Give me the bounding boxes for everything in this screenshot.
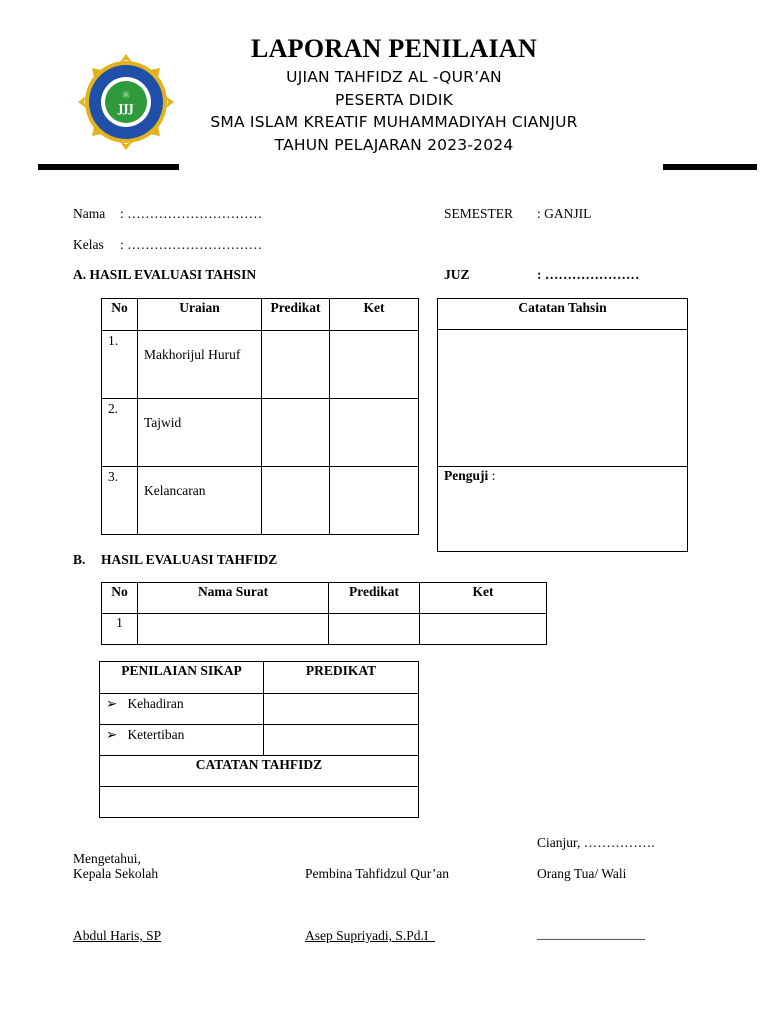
th-predikat: PREDIKAT [264, 662, 419, 694]
kelas-field[interactable]: : ………………………… [120, 237, 263, 252]
predikat-cell[interactable] [329, 614, 420, 645]
th-penilaian-sikap: PENILAIAN SIKAP [100, 662, 264, 694]
th-predikat: Predikat [262, 299, 330, 331]
table-row [102, 467, 419, 535]
kepala-sekolah-label: Kepala Sekolah [73, 866, 159, 881]
catatan-tahfidz-field[interactable] [100, 787, 419, 818]
row-number: 3. [102, 467, 138, 535]
uraian-label: Kelancaran [144, 483, 206, 498]
section-b-letter: B. [73, 552, 86, 567]
pembina-label: Pembina Tahfidzul Qur’an [305, 866, 450, 881]
sikap-item-label: Ketertiban [127, 727, 185, 742]
predikat-cell[interactable] [264, 694, 419, 725]
table-row [102, 399, 419, 467]
subtitle-line-4: TAHUN PELAJARAN 2023-2024 [274, 136, 514, 154]
header-rule-left [38, 164, 179, 170]
ket-cell[interactable] [330, 467, 419, 535]
table-row [102, 614, 547, 645]
arrow-bullet-icon: ➢ [106, 727, 118, 742]
tahfidz-table [101, 582, 547, 645]
sikap-item-label: Kehadiran [127, 696, 184, 711]
predikat-cell[interactable] [262, 467, 330, 535]
nama-field[interactable]: : ………………………… [120, 206, 263, 221]
section-a-heading: A. HASIL EVALUASI TAHSIN [73, 267, 257, 282]
arrow-bullet-icon: ➢ [106, 696, 118, 711]
svg-text:JJJ: JJJ [118, 102, 134, 115]
sikap-item [100, 725, 264, 756]
row-number: 1 [102, 614, 138, 645]
kepala-sekolah-name: Abdul Haris, SP [73, 928, 162, 943]
semester-value: : GANJIL [537, 206, 592, 221]
penguji-colon: : [488, 468, 496, 483]
table-row [100, 725, 419, 756]
sikap-item [100, 694, 264, 725]
ket-cell[interactable] [420, 614, 547, 645]
nama-label: Nama [73, 206, 106, 221]
th-no: No [102, 299, 138, 331]
penguji-label: Penguji [444, 468, 489, 483]
th-uraian: Uraian [138, 299, 262, 331]
ket-cell[interactable] [330, 331, 419, 399]
juz-field[interactable]: : ………………… [537, 267, 640, 282]
catatan-tahsin-field[interactable] [438, 330, 688, 467]
juz-label: JUZ [444, 267, 470, 282]
ket-cell[interactable] [330, 399, 419, 467]
table-row [102, 331, 419, 399]
report-title: LAPORAN PENILAIAN [250, 34, 538, 63]
predikat-cell[interactable] [262, 399, 330, 467]
th-ket: Ket [420, 583, 547, 614]
catatan-tahsin-table [437, 298, 688, 552]
orang-tua-signature-line[interactable]: ________________ [537, 926, 645, 941]
th-ket: Ket [330, 299, 419, 331]
row-number: 2. [102, 399, 138, 467]
catatan-tahsin-header: Catatan Tahsin [438, 299, 688, 330]
orang-tua-label: Orang Tua/ Wali [537, 866, 627, 881]
nama-surat-cell[interactable] [138, 614, 329, 645]
uraian-label: Tajwid [144, 415, 182, 430]
th-no: No [102, 583, 138, 614]
subtitle-line-2: PESERTA DIDIK [335, 91, 453, 109]
subtitle-line-3: SMA ISLAM KREATIF MUHAMMADIYAH CIANJUR [210, 113, 578, 131]
th-predikat: Predikat [329, 583, 420, 614]
th-nama-surat: Nama Surat [138, 583, 329, 614]
subtitle-line-1: UJIAN TAHFIDZ AL -QUR’AN [286, 68, 502, 86]
predikat-cell[interactable] [264, 725, 419, 756]
pembina-name: Asep Supriyadi, S.Pd.I [305, 928, 436, 943]
catatan-tahfidz-header: CATATAN TAHFIDZ [100, 756, 419, 787]
semester-label: SEMESTER [444, 206, 514, 221]
sikap-table [99, 661, 419, 818]
tahsin-table [101, 298, 419, 535]
mengetahui-label: Mengetahui, [73, 851, 141, 866]
predikat-cell[interactable] [262, 331, 330, 399]
kelas-label: Kelas [73, 237, 104, 252]
penguji-cell[interactable] [438, 467, 688, 552]
row-number: 1. [102, 331, 138, 399]
header-rule-right [663, 164, 757, 170]
table-row [100, 694, 419, 725]
place-date: Cianjur, ……………. [537, 835, 655, 850]
section-b-heading: HASIL EVALUASI TAHFIDZ [101, 552, 278, 567]
uraian-label: Makhorijul Huruf [144, 347, 241, 362]
svg-text:☼: ☼ [121, 90, 131, 101]
